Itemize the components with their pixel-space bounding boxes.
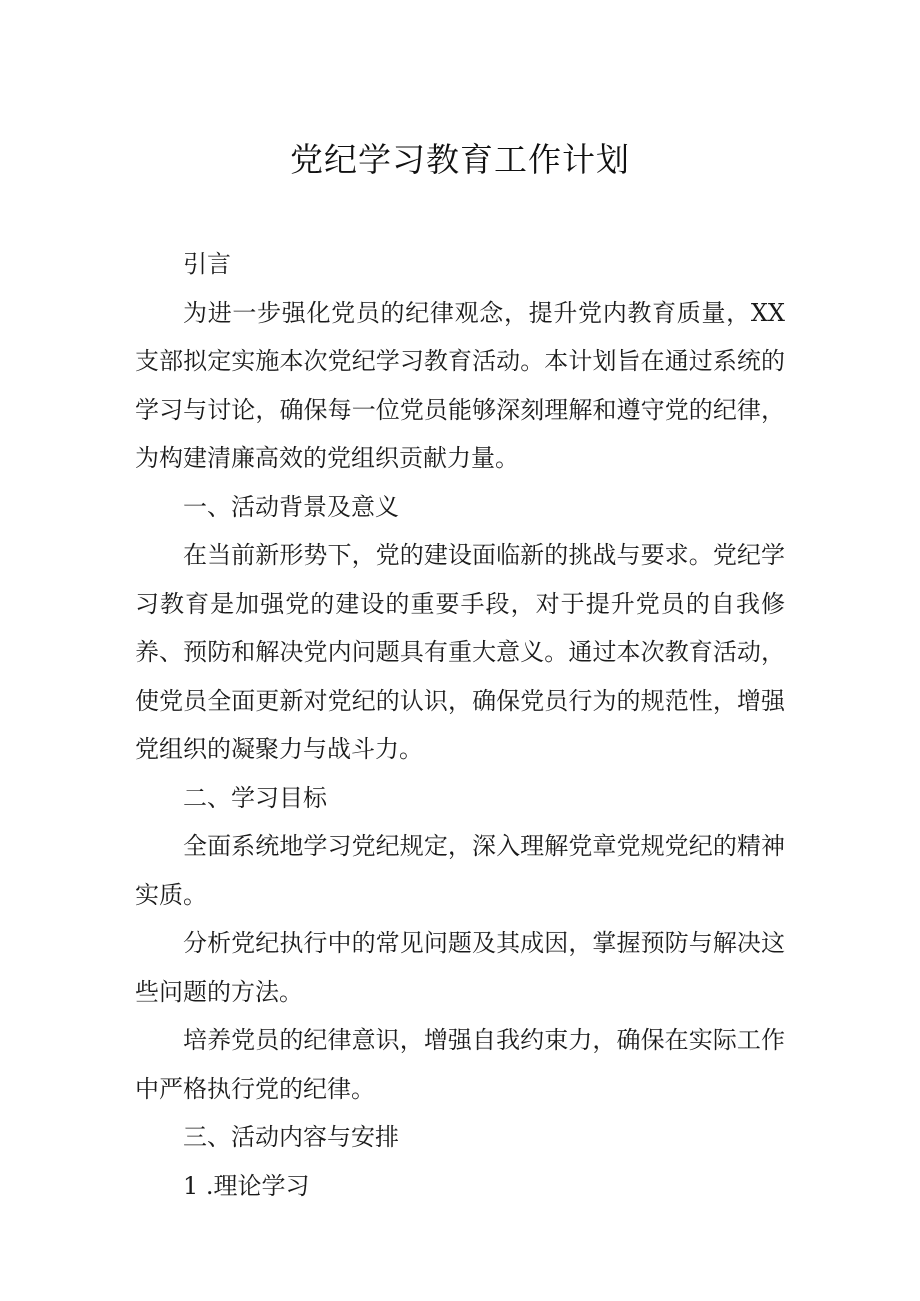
- goal-item-2: 分析党纪执行中的常见问题及其成因，掌握预防与解决这些问题的方法。: [135, 929, 785, 1006]
- section-1-heading: 一、活动背景及意义: [183, 492, 399, 521]
- goal-item-1: 全面系统地学习党纪规定，深入理解党章党规党纪的精神实质。: [135, 832, 785, 909]
- section-3-heading: 三、活动内容与安排: [183, 1123, 399, 1151]
- goal-item-3: 培养党员的纪律意识，增强自我约束力，确保在实际工作中严格执行党的纪律。: [135, 1026, 785, 1103]
- intro-paragraph: 为进一步强化党员的纪律观念，提升党内教育质量，XX支部拟定实施本次党纪学习教育活动。本计划旨在通过系统的学习与讨论，确保每一位党员能够深刻理解和遵守党的纪律，为构建清廉高效的党组织贡献力量。: [135, 298, 785, 472]
- document-title: 党纪学习教育工作计划: [290, 140, 630, 179]
- subsection-1-heading: 1 .理论学习: [183, 1171, 310, 1200]
- document-body: [135, 240, 785, 1210]
- intro-heading: 引言: [183, 250, 231, 278]
- section-1-paragraph: 在当前新形势下，党的建设面临新的挑战与要求。党纪学习教育是加强党的建设的重要手段，对于提升党员的自我修养、预防和解决党内问题具有重大意义。通过本次教育活动，使党员全面更新对党纪的认识，确保党员行为的规范性，增强党组织的凝聚力与战斗力。: [135, 541, 785, 763]
- section-2-heading: 二、学习目标: [183, 783, 327, 812]
